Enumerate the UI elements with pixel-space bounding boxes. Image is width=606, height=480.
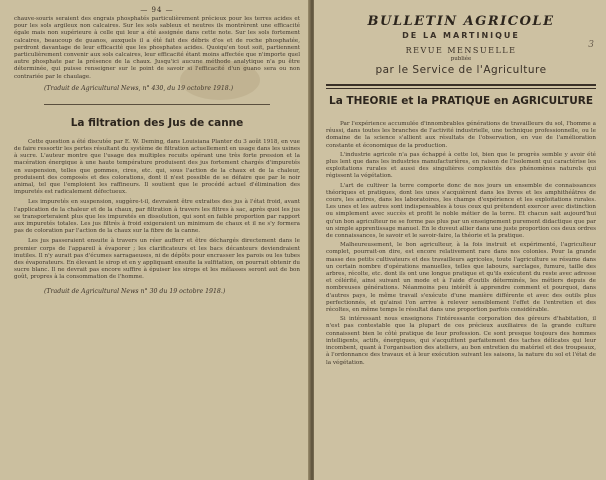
- article-paragraph-4: Malheureusement, le bon agriculteur, à la fois instruit et expérimenté, l'agriculteur complet, pourrait-on dire, est encore relativement rare dans nos colonies. Pour la grande masse des petits cultivateurs et des travailleurs agricoles, toute l'agriculture se résume dans un certain nombre d'opérations manuelles, telles que labours, sarclages, fumure, taille des arbres, récolte, etc. dont ils ont une longue pratique et qu'ils exécutent du reste avec adresse et célérité, ainsi suivant un mode et à l'aide d'outils déterminés, les métiers depuis de nombreuses générations. Néanmoins peu intérêt à apprendre comment et pourquoi, dans d'autres pays, le même travail s'exécute d'une manière différente et avec des outils plus perfectionnés, et qu'ainsi l'on arrive à relever sensiblement l'effet de l'entretien et des récoltes, en même temps le résultat dans une proportion parfois considérable.: [326, 242, 596, 314]
- article-paragraph-2: L'industrie agricole n'a pas échappé à cette loi, bien que le progrès semble y avoir été plus lent que dans les industries manufacturières, en raison de l'isolement qui caractérise les exploitations rurales et aussi des singulières complexités des phénomènes naturels qui régissent la végétation.: [326, 151, 596, 180]
- paragraph-3: Les jus passeraient ensuite à travers un réer aufferr et être déchargés directement dans le premier corps de l'appareil à évaporer ; les clarificateurs et les bacs décanteurs deviendraient inutiles. Il n'y aurait pas d'écumes sarragaeuses, ni de dépôts pour encrasser les parois ou les tubes des évaporateurs. En élevant le sirop et en y appliquant ensuite la sulfitation, on pourrait obtenir du sucre blanc. Il ne devrait pas encore suffire à épuiser les sirops et les mélasses seront aut de bon goût, propres à la consommation de l'homme.: [14, 238, 300, 281]
- publiee-label: publiée: [450, 56, 472, 62]
- paragraph-2: Les impuretés en suspension, suggère-t-il, devraient être extraites des jus à l'état froid, avant l'application de la chaleur et de la chaux, par filtration à travers les filtres à sac, après quoi les jus se transporteraient plus que les impuretés en dissolution, qui sont en faible proportion par rapport aux impuretés totales. Les jus filtrés à froid exigeraient un minimum de chaux et il ne s'y formera pas de coloration par l'action de la chaux sur la fibre de la canne.: [14, 199, 300, 235]
- article-paragraph-5: Si intéressant nous enseignons l'intéressante corporation des géreurs d'habitation, il n'est pas contestable que la plupart de ces précieux auxiliaires de la grande culture connaissent bien le côté pratique de leur profession. Ce sont presque toujours des hommes intelligents, actifs, énergiques, qui s'acquittent parfaitement des taches délicates qui leur incombent, quant à l'organisation des ateliers, au bon entretien du matériel et des troupeaux, à l'ordonnance des travaux et à leur exécution suivant les saisons, la nature du sol et l'état de la végétation.: [326, 316, 596, 366]
- article-paragraph-1: Par l'expérience accumulée d'innombrables générations de travailleurs du sol, l'homme a réussi, dans toutes les branches de l'activité industrielle, une technique professionnelle, ou le domaine de la science s'allient aux résultats de l'observation, en vue de l'amélioration constante et économique de la production.: [326, 121, 596, 149]
- section-divider: [44, 104, 270, 105]
- page-number: — 94 —: [140, 6, 174, 14]
- bulletin-masthead: BULLETIN AGRICOLE: [367, 14, 555, 29]
- intro-paragraph: chauve-souris seraient des engrais phosphatés particulièrement précieux pour les terres acides et pour les sols argileux non calcaires. Sur les sols sableux et neutres ils montrèrent une efficacité égale mais non supérieure à celle qui leur a été assignée dans cette note. Sur les sols fortement calcaires, beaucoup de guanos, auxquels il a été fait des débris d'os et de roche phosphatée, perdront davantage de leur efficacité que les phosphates acides. Quoiqu'en tout soit, partiennent particulièrement convenir aux sols calcaires, leur efficacité étant moins affectée que n'importe quel autre phosphate par la présence de la chaux. Jusqu'ici aucune méthode analytique n'a pu être déterminée, qui puisse renseigner sur le point de savoir si l'efficacité d'un guano sera ou non contrariée par le chaulage.: [14, 16, 300, 80]
- handwritten-mark: 3: [588, 40, 594, 50]
- paragraph-1: Cette question a été discutée par E. W. Deming, dans Louisiana Planter du 3 août 1918, en vue de faire ressortir les pertes résultant du système de filtration actuellement en usage dans les usines à sucre. L'auteur montre que l'usage des multiples recuits opérant une très forte pression et la macération énergique à une haute température produisent des jus fortement chargés d'impuretés en suspension, telles que gommes, cires, etc. qui, sous l'action de la chaux et de la chaleur, produisent des composés et des colorations, dont il n'est possible de se défaire que par le noir animal, tel que l'emploient les raffineurs. Il soutient que le procédé actuel d'élimination des impuretés est radicalement défectueux.: [14, 138, 300, 196]
- article-paragraph-3: L'art de cultiver la terre comporte donc de nos jours un ensemble de connaissances théoriques et pratiques, dont les unes s'acquièrent dans les livres et les amphithéâtres de cours, les autres, dans les laboratoires, les champs d'expérience et les exploitations rurales. Les unes et les autres sont indispensables à tous ceux qui prétendent exercer avec distinction ou simplement avec succès et profit le noble métier de la terre. Et chacun sait aujourd'hui qu'un bon agriculteur ne se forme pas plus par un enseignement purement didactique que par un simple apprentissage manuel. En le duveut allier dans une juste proportion ces deux ordres de connaissances, le savoir et le savoir-faire, la théorie et la pratique.: [326, 182, 596, 240]
- header-rule-thin: [326, 88, 596, 89]
- revue-mensuelle: REVUE MENSUELLE: [405, 46, 517, 55]
- article-title: La THEORIE et la PRATIQUE en AGRICULTURE: [329, 95, 593, 107]
- masthead-subtitle: DE LA MARTINIQUE: [402, 31, 520, 40]
- header-rule-thick: [326, 84, 596, 86]
- service-line: par le Service de l'Agriculture: [375, 64, 547, 76]
- section-title: La filtration des Jus de canne: [70, 116, 244, 129]
- credit-line-1: (Traduit de Agricultural News, n° 430, du 19 octobre 1918.): [44, 84, 234, 92]
- right-page: [314, 0, 606, 480]
- paper-stain: [180, 60, 260, 100]
- credit-line-2: (Traduit de Agricultural News n° 30 du 19 octobre 1918.): [44, 287, 226, 295]
